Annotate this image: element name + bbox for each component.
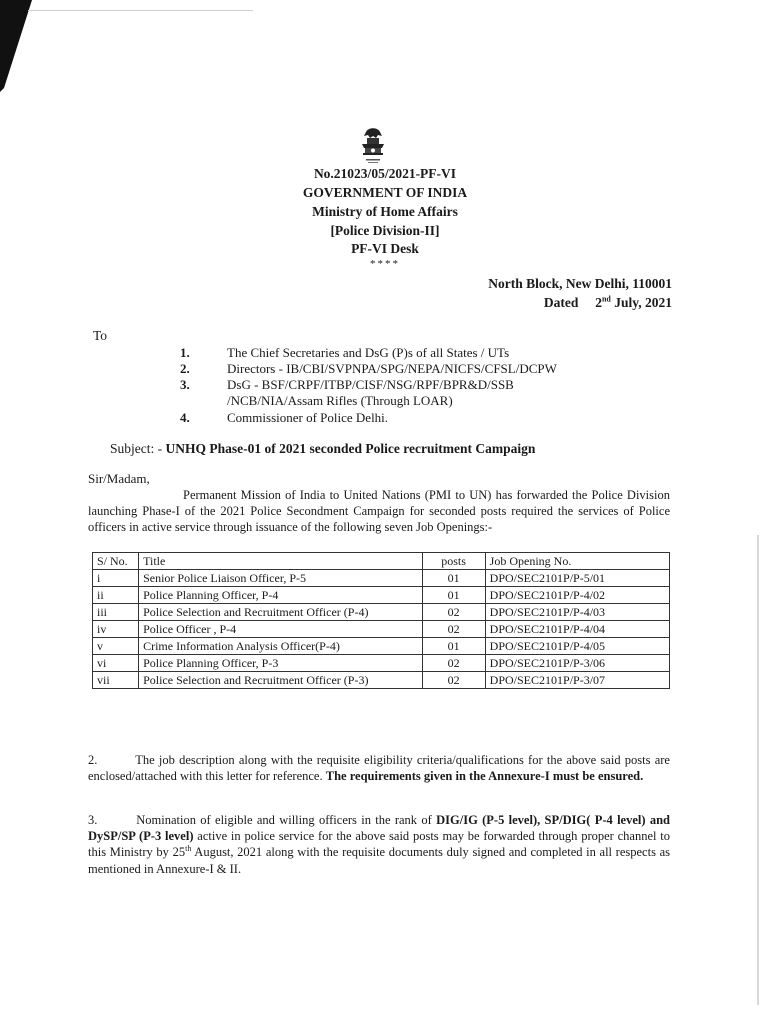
table-row (93, 672, 670, 689)
desk-heading: PF-VI Desk (351, 241, 419, 256)
body-paragraph-1: Permanent Mission of India to United Nations (PMI to UN) has forwarded the Police Division launching Phase-I of the 2021 Police Secondment Campaign for seconded posts required the services of Police officers in active service through issuance of the following seven Job Openings:- (88, 488, 670, 535)
paragraph-3-ranks: DIG/IG (P-5 level), SP/DIG( P-4 level) and DySP/SP (P-3 level) (88, 813, 671, 844)
to-label: To (93, 328, 108, 343)
recipient-text: DsG - BSF/CRPF/ITBP/CISF/NSG/RPF/BPR&D/SSB (227, 377, 514, 392)
row-sn: v (93, 638, 139, 655)
separator-stars: **** (370, 258, 400, 270)
table-row (93, 604, 670, 621)
salutation: Sir/Madam, (88, 471, 150, 486)
row-posts: 01 (422, 570, 485, 587)
table-row (93, 587, 670, 604)
paragraph-3-date-suffix: th (185, 844, 192, 854)
row-posts: 02 (422, 672, 485, 689)
division-heading: [Police Division-II] (330, 223, 440, 238)
row-title: Crime Information Analysis Officer(P-4) (139, 638, 422, 655)
recipient-number: 4. (180, 410, 190, 425)
body-paragraph-2 (88, 752, 670, 784)
row-sn: iv (93, 621, 139, 638)
table-row (93, 570, 670, 587)
row-sn: ii (93, 587, 139, 604)
row-title: Police Planning Officer, P-4 (139, 587, 422, 604)
subject-text: UNHQ Phase-01 of 2021 seconded Police recruitment Campaign (165, 441, 536, 456)
table-row (93, 621, 670, 638)
row-title: Police Officer , P-4 (139, 621, 422, 638)
row-job-opening: DPO/SEC2101P/P-3/06 (485, 655, 669, 672)
row-sn: vii (93, 672, 139, 689)
date-suffix: nd (601, 294, 611, 304)
scan-edge-line (757, 535, 759, 1005)
paragraph-3-text-c: August, 2021 along with the requisite documents duly signed and completed in all respects as mentioned in Annexure-I & II. (88, 845, 671, 876)
recipient-number: 3. (180, 377, 190, 392)
scan-line (28, 10, 253, 11)
row-posts: 01 (422, 587, 485, 604)
job-openings-table (92, 552, 670, 689)
row-job-opening: DPO/SEC2101P/P-4/04 (485, 621, 669, 638)
body-paragraph-3 (88, 812, 670, 877)
paragraph-2-emphasis: The requirements given in the Annexure-I must be ensured. (325, 769, 644, 784)
row-job-opening: DPO/SEC2101P/P-3/07 (485, 672, 669, 689)
row-posts: 02 (422, 621, 485, 638)
government-heading: GOVERNMENT OF INDIA (302, 185, 468, 200)
paragraph-3-text-a: Nomination of eligible and willing officers in the rank of (136, 813, 437, 827)
date-label: Dated (543, 295, 579, 310)
recipient-number: 1. (180, 345, 190, 360)
row-posts: 02 (422, 604, 485, 621)
recipient-text: Commissioner of Police Delhi. (227, 410, 389, 425)
recipient-text: /NCB/NIA/Assam Rifles (Through LOAR) (227, 393, 453, 408)
header-title: Title (139, 553, 422, 570)
recipient-text: The Chief Secretaries and DsG (P)s of all States / UTs (227, 345, 510, 360)
row-job-opening: DPO/SEC2101P/P-4/05 (485, 638, 669, 655)
paragraph-3-text-b: active in police service for the above said posts may be forwarded through proper channel to this Ministry by 25 (88, 829, 671, 860)
row-title: Police Selection and Recruitment Officer (P-3) (139, 672, 422, 689)
letter-reference-number: No.21023/05/2021-PF-VI (313, 166, 457, 181)
paragraph-number: 3. (88, 813, 98, 827)
row-sn: i (93, 570, 139, 587)
subject-label: Subject: - (110, 441, 166, 456)
header-sn: S/ No. (93, 553, 139, 570)
subject-line (110, 441, 535, 457)
letter-date (544, 295, 672, 311)
date-month-year: July, 2021 (614, 295, 672, 310)
paragraph-2-text: The job description along with the requisite eligibility criteria/qualifications for the above said posts are enclosed/attached with this letter for reference. (88, 753, 670, 784)
row-posts: 02 (422, 655, 485, 672)
sender-address: North Block, New Delhi, 110001 (488, 276, 672, 291)
row-title: Police Planning Officer, P-3 (139, 655, 422, 672)
table-row (93, 655, 670, 672)
scan-corner-mark (0, 0, 40, 100)
row-sn: vi (93, 655, 139, 672)
date-day: 2 (595, 295, 602, 310)
row-title: Senior Police Liaison Officer, P-5 (139, 570, 422, 587)
row-title: Police Selection and Recruitment Officer (P-4) (139, 604, 422, 621)
row-posts: 01 (422, 638, 485, 655)
row-job-opening: DPO/SEC2101P/P-5/01 (485, 570, 669, 587)
row-job-opening: DPO/SEC2101P/P-4/03 (485, 604, 669, 621)
national-emblem-icon (356, 126, 390, 166)
ministry-heading: Ministry of Home Affairs (312, 204, 458, 219)
table-row (93, 638, 670, 655)
header-posts: posts (422, 553, 485, 570)
header-job-opening: Job Opening No. (485, 553, 669, 570)
row-sn: iii (93, 604, 139, 621)
paragraph-number: 2. (88, 753, 98, 767)
recipient-number: 2. (180, 361, 190, 376)
row-job-opening: DPO/SEC2101P/P-4/02 (485, 587, 669, 604)
table-header-row (93, 553, 670, 570)
recipient-text: Directors - IB/CBI/SVPNPA/SPG/NEPA/NICFS/CFSL/DCPW (227, 361, 557, 376)
